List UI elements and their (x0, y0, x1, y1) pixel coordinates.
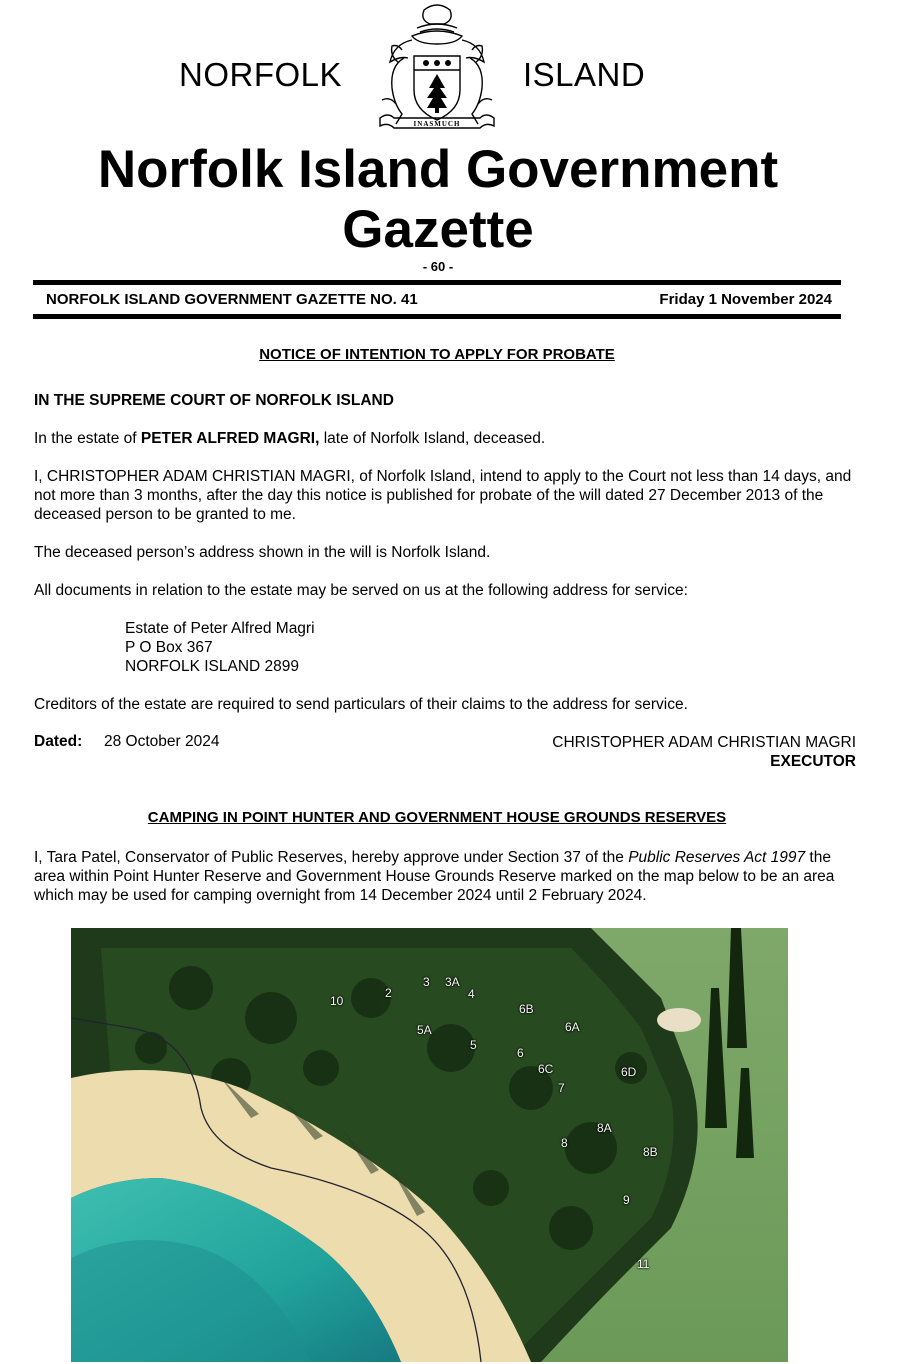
site-label: 6A (565, 1020, 580, 1034)
site-label: 4 (468, 987, 475, 1001)
estate-prefix: In the estate of (34, 430, 141, 447)
signature-block (552, 733, 856, 771)
camping-paragraph (34, 848, 854, 905)
masthead-left-word: NORFOLK (179, 56, 343, 93)
site-label: 5A (417, 1023, 432, 1037)
camping-heading: CAMPING IN POINT HUNTER AND GOVERNMENT HOUSE GROUNDS RESERVES (147, 809, 727, 826)
gazette-number: NORFOLK ISLAND GOVERNMENT GAZETTE NO. 41 (46, 291, 418, 308)
masthead-right-word: ISLAND (523, 56, 646, 93)
site-label: 10 (330, 994, 344, 1008)
site-label: 8A (597, 1121, 612, 1135)
page-number: - 60 - (422, 259, 454, 274)
site-label: 3 (423, 975, 430, 989)
service-intro-paragraph: All documents in relation to the estate may be served on us at the following address for service: (34, 582, 688, 599)
estate-line (34, 429, 854, 448)
dated-label: Dated: (34, 733, 83, 750)
site-label: 5 (470, 1038, 477, 1052)
site-label: 8 (561, 1136, 568, 1150)
address-line-1: Estate of Peter Alfred Magri (125, 620, 315, 637)
site-label: 11 (637, 1257, 650, 1271)
site-label: 6 (517, 1046, 524, 1060)
address-line-2: P O Box 367 (125, 639, 213, 656)
bottom-rule (33, 314, 841, 319)
gazette-title-line1: Norfolk Island Government (97, 140, 779, 199)
aerial-photo (71, 928, 788, 1362)
coat-of-arms (362, 0, 512, 140)
site-label: 6B (519, 1002, 534, 1016)
top-rule (33, 280, 841, 285)
site-label: 6D (621, 1065, 637, 1079)
address-line-3: NORFOLK ISLAND 2899 (125, 658, 300, 675)
site-label: 8B (643, 1145, 658, 1159)
creditors-paragraph: Creditors of the estate are required to send particulars of their claims to the address for service. (34, 696, 688, 713)
dated-value: 28 October 2024 (104, 733, 220, 750)
deceased-address-paragraph: The deceased person’s address shown in the will is Norfolk Island. (34, 544, 491, 561)
site-label: 7 (558, 1081, 565, 1095)
site-label: 6C (538, 1062, 554, 1076)
camping-area-map (71, 928, 788, 1362)
site-label: 2 (385, 986, 392, 1000)
site-label: 3A (445, 975, 460, 989)
site-label: 9 (623, 1193, 630, 1207)
estate-suffix: late of Norfolk Island, deceased. (319, 430, 546, 447)
estate-name: PETER ALFRED MAGRI, (140, 430, 320, 447)
camping-text-end: the area within Point Hunter Reserve and Government House Grounds Reserve marked on the map below to be an area which may be used for camping overnight from 14 December 2024 until 2 February 2024. (34, 849, 835, 904)
gazette-title-line2: Gazette (342, 200, 534, 259)
gazette-date: Friday 1 November 2024 (659, 291, 832, 308)
act-name: Public Reserves Act 1997 (628, 849, 806, 866)
probate-heading: NOTICE OF INTENTION TO APPLY FOR PROBATE (259, 346, 615, 363)
signer-role: EXECUTOR (770, 753, 856, 770)
court-name: IN THE SUPREME COURT OF NORFOLK ISLAND (34, 392, 394, 409)
camping-text-start: I, Tara Patel, Conservator of Public Reserves, hereby approve under Section 37 of the (34, 849, 629, 866)
crest-motto: INASMUCH (413, 120, 461, 128)
intention-paragraph: I, CHRISTOPHER ADAM CHRISTIAN MAGRI, of Norfolk Island, intend to apply to the Court not less than 14 days, and not more than 3 months, after the day this notice is published for probate of the will dated 27 December 2013 of the deceased person to be granted to me. (34, 468, 852, 523)
signer-name: CHRISTOPHER ADAM CHRISTIAN MAGRI (552, 734, 856, 751)
